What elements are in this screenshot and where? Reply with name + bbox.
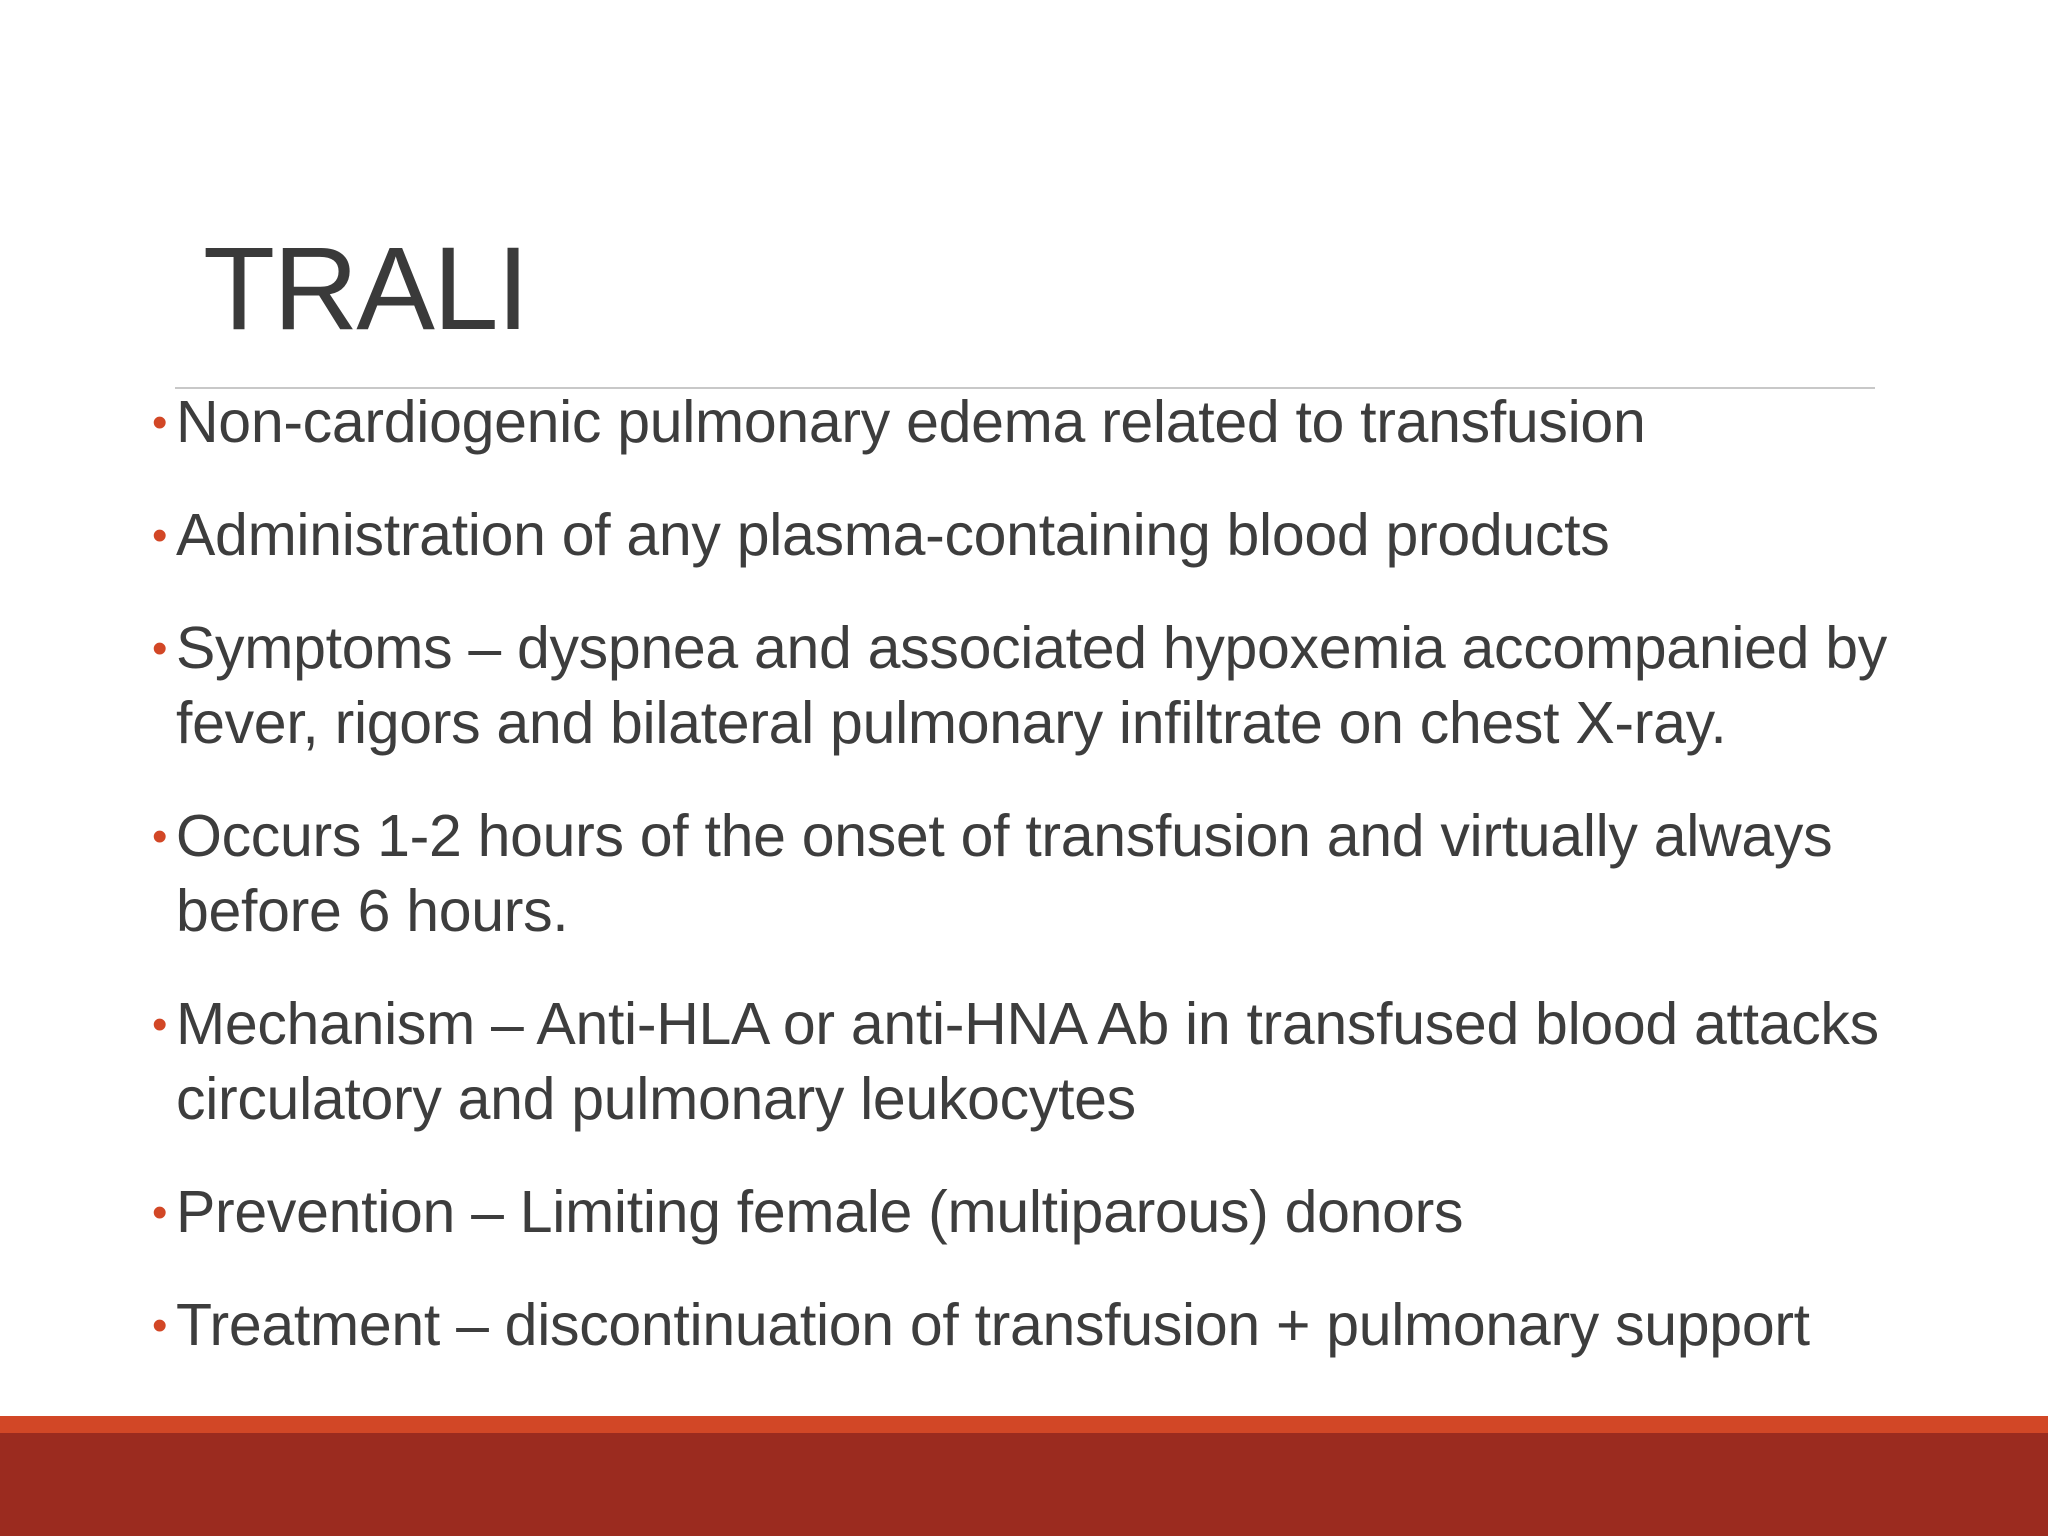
slide-title: TRALI [203, 223, 528, 355]
bullet-icon: • [152, 398, 168, 447]
bullet-text: Mechanism – Anti-HLA or anti-HNA Ab in transfused blood attacks circulatory and pulmonary leukocytes [176, 991, 1879, 1132]
footer-bar [0, 1433, 2048, 1536]
bullet-text: Non-cardiogenic pulmonary edema related to transfusion [176, 389, 1646, 455]
bullet-icon: • [152, 812, 168, 861]
bullet-icon: • [152, 624, 168, 673]
bullet-icon: • [152, 1301, 168, 1350]
bullet-list [152, 385, 1972, 1401]
bullet-item [152, 498, 1972, 573]
bullet-item [152, 1288, 1972, 1363]
bullet-item [152, 1175, 1972, 1250]
bullet-item [152, 799, 1972, 949]
bullet-text: Prevention – Limiting female (multiparous) donors [176, 1179, 1464, 1245]
bullet-item [152, 611, 1972, 761]
bullet-text: Occurs 1-2 hours of the onset of transfusion and virtually always before 6 hours. [176, 803, 1833, 944]
bullet-item [152, 385, 1972, 460]
bullet-text: Treatment – discontinuation of transfusion + pulmonary support [176, 1292, 1810, 1358]
bullet-icon: • [152, 1000, 168, 1049]
bullet-icon: • [152, 511, 168, 560]
bullet-text: Administration of any plasma-containing blood products [176, 502, 1610, 568]
bullet-item [152, 987, 1972, 1137]
footer-accent-line [0, 1416, 2048, 1433]
bullet-text: Symptoms – dyspnea and associated hypoxemia accompanied by fever, rigors and bilateral pulmonary infiltrate on chest X-ray. [176, 615, 1887, 756]
bullet-icon: • [152, 1188, 168, 1237]
